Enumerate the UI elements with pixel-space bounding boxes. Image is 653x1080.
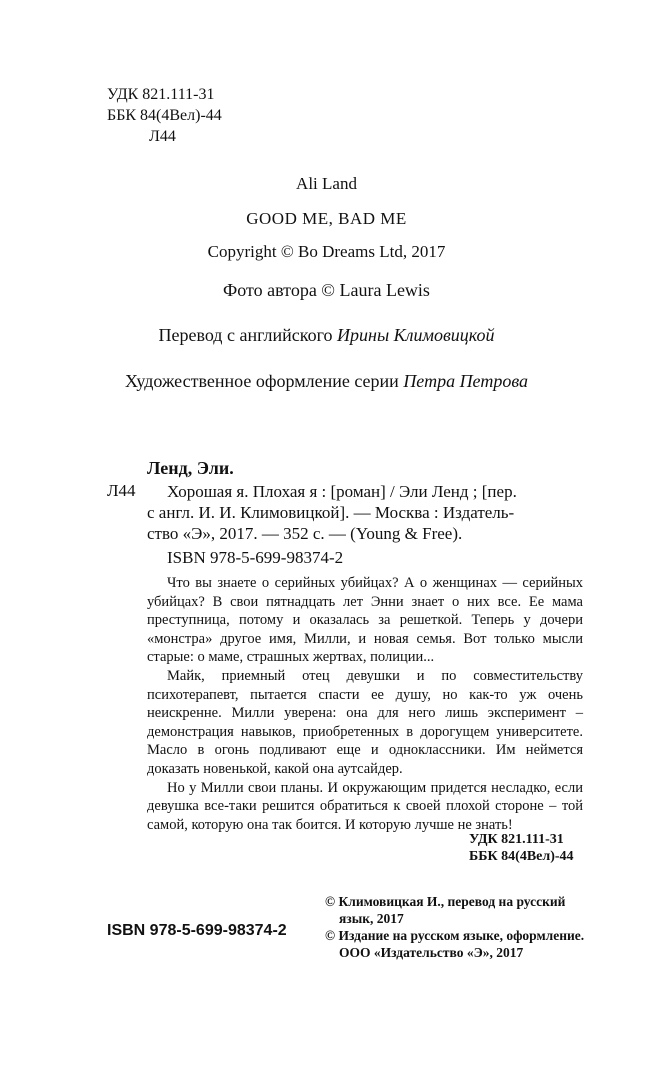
annotation-codes — [469, 831, 574, 865]
catalog-isbn: ISBN 978-5-699-98374-2 — [167, 548, 344, 567]
copyright-line: ООО «Издательство «Э», 2017 — [339, 945, 524, 960]
catalog-line: Хорошая я. Плохая я : [роман] / Эли Ленд ; [пер. — [167, 482, 517, 501]
catalog-line: с англ. И. И. Климовицкой]. — Москва : Издатель- — [147, 503, 515, 522]
author-mark: Л44 — [149, 128, 176, 145]
udk-code: УДК 821.111-31 — [107, 86, 215, 103]
bbk-code: ББК 84(4Вел)-44 — [107, 107, 222, 124]
annotation-bbk: ББК 84(4Вел)-44 — [469, 849, 574, 864]
design-label: Художественное оформление серии — [124, 371, 404, 391]
annotation-paragraph: Что вы знаете о серийных убийцах? А о женщинах — серийных убийцах? В свои пятнадцать лет Энни знает о них все. Ее мама преступница, потому и оказалась за решеткой. Теперь у дочери «монстра» другое имя, Милли, и новая семья. Вот только мысли старые: о маме, страшных жертвах, полиции... — [147, 575, 583, 666]
design-credit — [0, 371, 653, 392]
copyright-line: язык, 2017 — [339, 911, 404, 926]
annotation-paragraph: Майк, приемный отец девушки и по совместительству психотерапевт, пытается спасти ее душу, но как-то уж очень неискренне. Милли уверена: она для него лишь эксперимент – демонстрация навыков, приобретенных в дорогущем университете. Масло в огонь подливают еще и одноклассники. Им неймется доказать новенькой, какой она аутсайдер. — [147, 667, 583, 777]
translation-label: Перевод с английского — [158, 325, 338, 345]
catalog-heading: Ленд, Эли. — [147, 458, 234, 478]
annotation-udk: УДК 821.111-31 — [469, 832, 564, 847]
copyright-line: © Издание на русском языке, оформление. — [325, 928, 585, 943]
photo-credit-label: Фото автора © — [223, 280, 340, 300]
photo-credit-name: Laura Lewis — [339, 280, 430, 300]
original-author: Ali Land — [296, 174, 357, 193]
copyright-line: © Климовицкая И., перевод на русский — [325, 894, 566, 909]
translation-credit — [0, 325, 653, 346]
translator-name: Ирины Климовицкой — [337, 325, 495, 345]
catalog-description — [147, 481, 517, 544]
original-copyright: Copyright © Bo Dreams Ltd, 2017 — [207, 242, 446, 261]
catalog-mark: Л44 — [107, 481, 136, 500]
photo-credit — [0, 280, 653, 301]
footer-isbn: ISBN 978-5-699-98374-2 — [107, 922, 287, 939]
catalog-line: ство «Э», 2017. — 352 с. — (Young & Free). — [147, 524, 463, 543]
original-title: GOOD ME, BAD ME — [246, 209, 407, 228]
designer-name: Петра Петрова — [403, 371, 529, 391]
annotation — [147, 574, 583, 834]
classification-codes — [107, 84, 222, 147]
footer-copyright — [325, 893, 584, 961]
annotation-paragraph: Но у Милли свои планы. И окружающим придется несладко, если девушка все-таки решится обратиться к своей плохой стороне – той самой, которую она так боится. И которую лучше не знать! — [147, 779, 583, 833]
